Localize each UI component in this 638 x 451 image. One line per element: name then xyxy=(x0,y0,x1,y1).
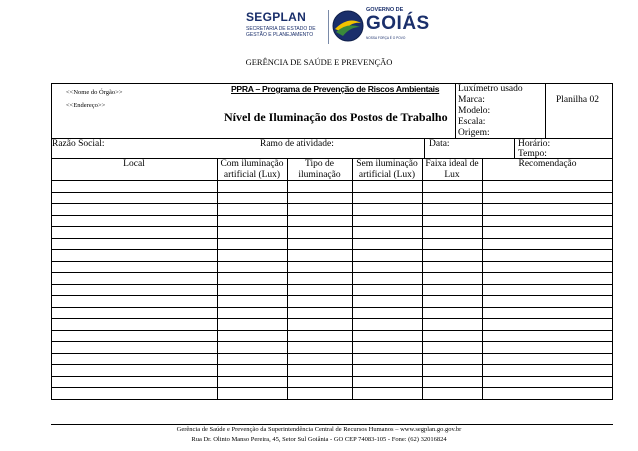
col-header-tipo-1: Tipo de xyxy=(305,159,334,169)
data-cell-border xyxy=(424,138,425,158)
table-row[interactable] xyxy=(51,238,613,239)
col-header-faixa-1: Faixa ideal de xyxy=(425,159,479,169)
table-row[interactable] xyxy=(51,341,613,342)
logo-divider xyxy=(328,10,329,44)
table-row[interactable] xyxy=(51,330,613,331)
sheet-label: Planilha 02 xyxy=(556,95,600,105)
table-column-divider xyxy=(482,158,483,399)
segplan-logo xyxy=(246,10,326,48)
table-row[interactable] xyxy=(51,249,613,250)
tempo-field[interactable]: Tempo: xyxy=(518,149,547,159)
col-header-sem-iluminacao-1: Sem iluminação xyxy=(356,159,418,169)
instrument-box-right-border xyxy=(545,83,546,138)
col-header-sem-iluminacao-2: artificial (Lux) xyxy=(358,170,416,180)
table-row[interactable] xyxy=(51,284,613,285)
table-row[interactable] xyxy=(51,307,613,308)
table-row[interactable] xyxy=(51,376,613,377)
modelo-field[interactable]: Modelo: xyxy=(458,106,491,116)
goias-logo-name: GOIÁS xyxy=(366,13,430,34)
horario-field[interactable]: Horário: xyxy=(518,139,551,149)
table-row[interactable] xyxy=(51,215,613,216)
escala-field[interactable]: Escala: xyxy=(458,117,486,127)
footer-line-1: Gerência de Saúde e Prevenção da Superintendência Central de Recursos Humanos – www.segplan.go.gov.br xyxy=(176,426,462,433)
goias-logo-tagline: NOSSA FORÇA É O POVO xyxy=(366,36,406,40)
table-row[interactable] xyxy=(51,295,613,296)
program-title: PPRA – Programa de Prevenção de Riscos Ambientais xyxy=(231,84,440,94)
col-header-local: Local xyxy=(123,159,145,169)
department-title: GERÊNCIA DE SAÚDE E PREVENÇÃO xyxy=(245,57,393,67)
goias-emblem-icon xyxy=(332,10,364,42)
razao-social-field[interactable]: Razão Social: xyxy=(52,139,105,149)
table-row[interactable] xyxy=(51,364,613,365)
table-column-divider xyxy=(352,158,353,399)
table-row[interactable] xyxy=(51,192,613,193)
table-row[interactable] xyxy=(51,272,613,273)
table-row[interactable] xyxy=(51,387,613,388)
goias-logo xyxy=(332,6,432,46)
table-row[interactable] xyxy=(51,226,613,227)
segplan-logo-line2: GESTÃO E PLANEJAMENTO xyxy=(246,32,314,38)
col-header-faixa-2: Lux xyxy=(444,170,460,180)
footer-divider xyxy=(51,424,613,425)
col-header-com-iluminacao-1: Com iluminação xyxy=(220,159,284,169)
col-header-recomendacao: Recomendação xyxy=(518,159,577,169)
table-row[interactable] xyxy=(51,399,613,400)
table-header-bottom-border xyxy=(51,180,613,181)
table-row[interactable] xyxy=(51,318,613,319)
orgao-placeholder[interactable]: <<Nome do Órgão>> xyxy=(66,89,123,96)
endereco-placeholder[interactable]: <<Endereço>> xyxy=(66,102,106,109)
form-title: Nível de Iluminação dos Postos de Trabalho xyxy=(224,110,448,124)
table-row[interactable] xyxy=(51,353,613,354)
table-column-divider xyxy=(287,158,288,399)
col-header-com-iluminacao-2: artificial (Lux) xyxy=(223,170,281,180)
table-column-divider xyxy=(422,158,423,399)
luximetro-label: Luxímetro usado xyxy=(458,84,523,94)
data-field[interactable]: Data: xyxy=(429,139,450,149)
col-header-tipo-2: iluminação xyxy=(298,170,341,180)
page-header xyxy=(0,0,638,80)
table-row[interactable] xyxy=(51,203,613,204)
ramo-atividade-field[interactable]: Ramo de atividade: xyxy=(260,139,334,149)
table-row[interactable] xyxy=(51,261,613,262)
segplan-logo-name: SEGPLAN xyxy=(246,10,307,24)
table-column-divider xyxy=(217,158,218,399)
instrument-box-left-border xyxy=(455,83,456,138)
segplan-logo-line1: SECRETARIA DE ESTADO DE xyxy=(246,26,316,32)
footer-line-2: Rua Dr. Olinto Manso Pereira, 45, Setor Sul Goiânia - GO CEP 74083-105 - Fone: (62) 32016824 xyxy=(191,436,447,443)
marca-field[interactable]: Marca: xyxy=(458,95,485,105)
horario-cell-border xyxy=(514,138,515,158)
origem-field[interactable]: Origem: xyxy=(458,128,490,138)
goias-logo-top: GOVERNO DE xyxy=(366,7,404,13)
